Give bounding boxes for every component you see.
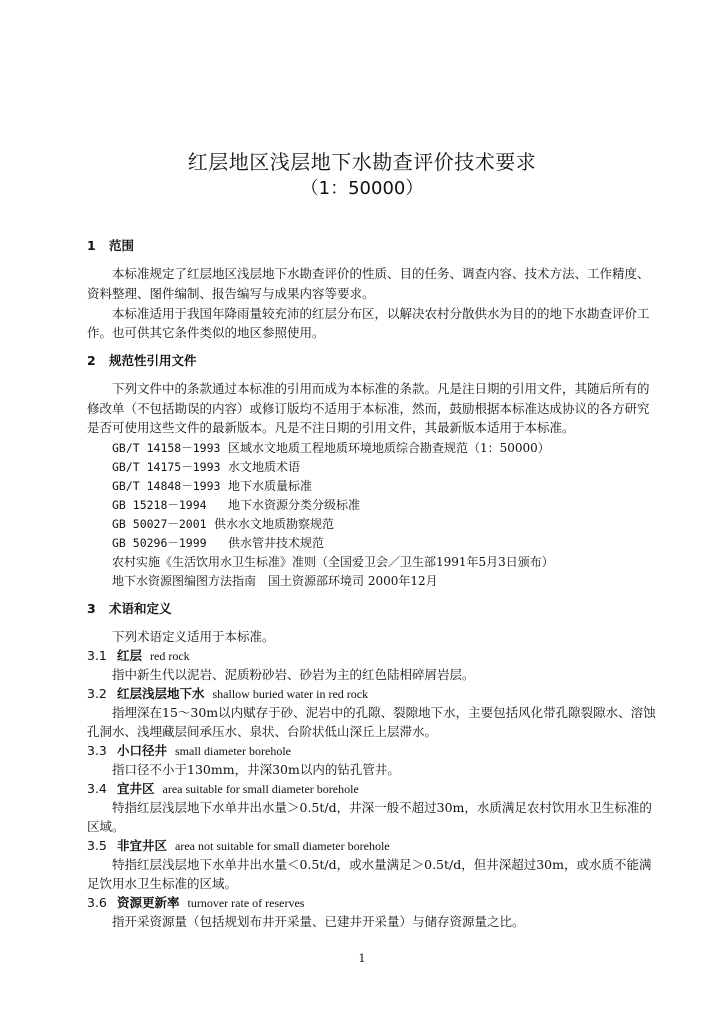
reference-name: 供水管井技术规范 [228, 536, 325, 550]
paragraph-line: 本标准适用于我国年降雨量较充沛的红层分布区，以解决农村分散供水为目的的地下水勘查评价工 [112, 306, 650, 321]
paragraph-line: 下列术语定义适用于本标准。 [112, 629, 275, 644]
reference-item: 地下水资源图编图方法指南 国土资源部环境司 2000年12月 [112, 574, 438, 588]
term-definition: 指开采资源量（包括规划布井开采量、已建井开采量）与储存资源量之比。 [112, 914, 525, 929]
term-definition: 特指红层浅层地下水单井出水量＜0.5t/d，或水量满足＞0.5t/d，但井深超过30m，或水质不能满 [112, 857, 652, 872]
term-definition: 指中新生代以泥岩、泥质粉砂岩、砂岩为主的红色陆相碎屑岩层。 [112, 667, 475, 682]
reference-code: GB 15218－1994 [112, 498, 207, 512]
term-heading [87, 648, 190, 664]
term-heading [87, 781, 359, 797]
reference-item [112, 459, 300, 475]
term-name: 宜井区 [117, 781, 155, 796]
paragraph-line: 本标准规定了红层地区浅层地下水勘查评价的性质、目的任务、调查内容、技术方法、工作精度、 [112, 266, 650, 281]
reference-item [112, 497, 360, 513]
term-definition: 孔洞水、浅埋藏层间承压水、泉状、台阶状低山深丘上层滞水。 [87, 724, 438, 739]
reference-item [112, 535, 324, 551]
term-definition: 足饮用水卫生标准的区域。 [87, 876, 238, 891]
reference-code: GB/T 14848－1993 [112, 479, 221, 493]
section-number: 2 [87, 353, 96, 368]
term-name: 非宜井区 [117, 838, 168, 853]
term-definition: 特指红层浅层地下水单井出水量＞0.5t/d，井深一般不超过30m，水质满足农村饮用水卫生标准的 [112, 800, 652, 815]
term-english: area not suitable for small diameter borehole [175, 839, 390, 853]
term-english: red rock [150, 649, 190, 663]
term-definition: 指埋深在15～30m以内赋存于砂、泥岩中的孔隙、裂隙地下水，主要包括风化带孔隙裂隙水、溶蚀 [112, 705, 656, 720]
term-definition: 指口径不小于130mm，井深30m以内的钻孔管井。 [112, 762, 400, 777]
term-number: 3.2 [87, 686, 107, 701]
document-title: 红层地区浅层地下水勘查评价技术要求 [187, 150, 537, 174]
term-definition: 区域。 [87, 819, 125, 834]
term-number: 3.4 [87, 781, 107, 796]
reference-name: 区域水文地质工程地质环境地质综合勘查规范（1：50000） [228, 441, 550, 455]
term-heading [87, 743, 291, 759]
section-title: 术语和定义 [109, 601, 172, 616]
section-number: 3 [87, 601, 96, 616]
term-heading [87, 686, 368, 702]
section-1-heading [87, 238, 134, 254]
reference-code: GB 50296－1999 [112, 536, 207, 550]
term-number: 3.3 [87, 743, 107, 758]
paragraph-line: 修改单（不包括勘误的内容）或修订版均不适用于本标准，然而，鼓励根据本标准达成协议的各方研究 [87, 401, 650, 416]
term-english: shallow buried water in red rock [212, 687, 369, 701]
section-title: 规范性引用文件 [109, 353, 197, 368]
reference-item: 农村实施《生活饮用水卫生标准》准则（全国爱卫会／卫生部1991年5月3日颁布） [112, 555, 554, 569]
paragraph-line: 资料整理、图件编制、报告编写与成果内容等要求。 [87, 286, 375, 301]
section-number: 1 [87, 238, 96, 253]
section-3-heading [87, 601, 172, 617]
term-english: small diameter borehole [175, 744, 291, 758]
reference-name: 地下水资源分类分级标准 [228, 498, 361, 512]
reference-code: GB 50027－2001 [112, 517, 207, 531]
reference-code: GB/T 14175－1993 [112, 460, 221, 474]
document-subtitle: （1：50000） [300, 178, 424, 199]
term-name: 红层浅层地下水 [117, 686, 205, 701]
paragraph-line: 作。也可供其它条件类似的地区参照使用。 [87, 325, 325, 340]
page-number: 1 [358, 952, 366, 965]
reference-item [112, 478, 312, 494]
term-name: 资源更新率 [117, 895, 180, 910]
term-heading [87, 838, 390, 854]
term-heading [87, 895, 304, 911]
term-name: 红层 [117, 648, 143, 663]
term-number: 3.1 [87, 648, 107, 663]
reference-item [112, 440, 550, 456]
term-number: 3.5 [87, 838, 107, 853]
reference-code: GB/T 14158－1993 [112, 441, 221, 455]
paragraph-line: 下列文件中的条款通过本标准的引用而成为本标准的条款。凡是注日期的引用文件，其随后所有的 [112, 381, 650, 396]
paragraph-line: 是否可使用这些文件的最新版本。凡是不注日期的引用文件，其最新版本适用于本标准。 [87, 420, 575, 435]
term-english: area suitable for small diameter borehole [162, 782, 359, 796]
reference-name: 供水水文地质勘察规范 [214, 517, 335, 531]
reference-item [112, 516, 334, 532]
reference-name: 水文地质术语 [228, 460, 301, 474]
section-2-heading [87, 353, 197, 369]
reference-name: 地下水质量标准 [228, 479, 313, 493]
section-title: 范围 [109, 238, 135, 253]
term-number: 3.6 [87, 895, 107, 910]
term-name: 小口径井 [117, 743, 168, 758]
term-english: turnover rate of reserves [187, 896, 305, 910]
